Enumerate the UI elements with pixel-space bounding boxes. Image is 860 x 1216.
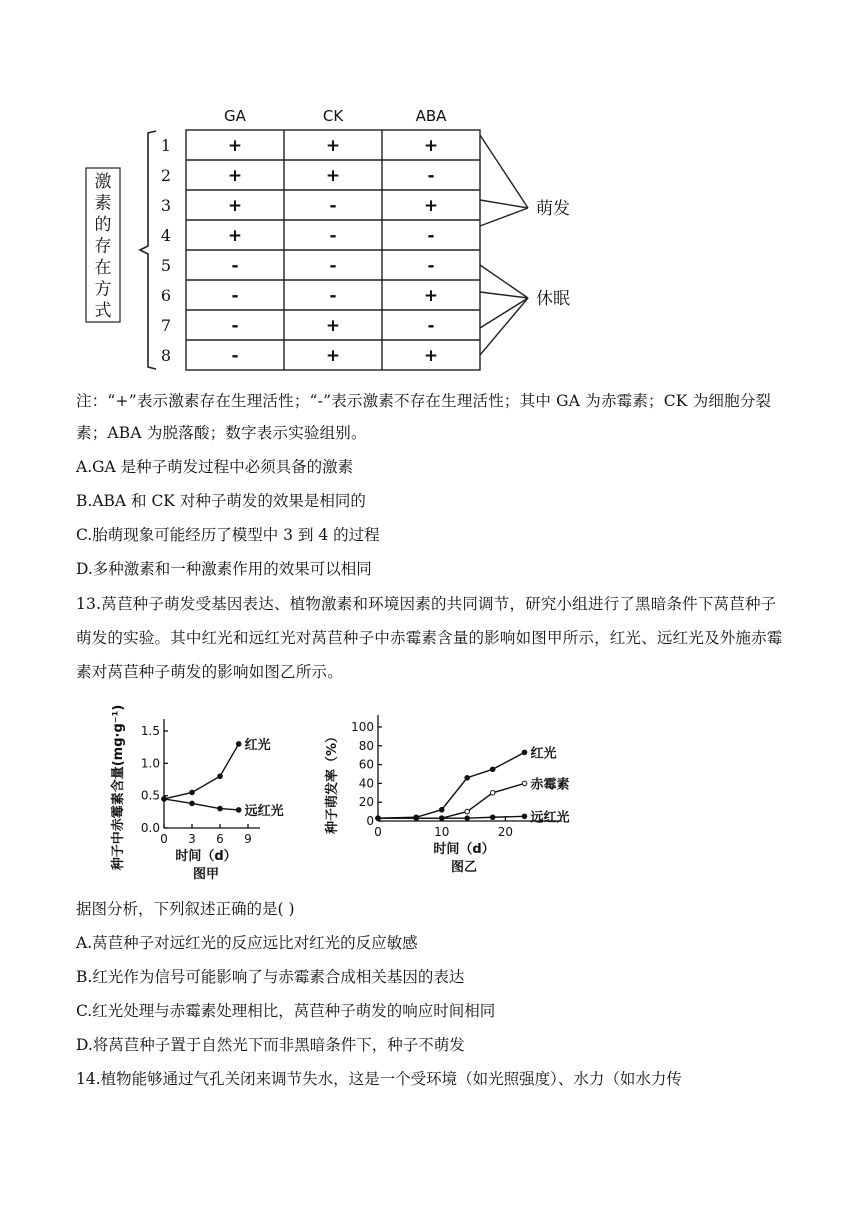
cell-value: - <box>231 316 239 336</box>
hormone-table-text <box>95 107 571 366</box>
series-line <box>378 783 525 818</box>
cell-value: + <box>325 136 341 156</box>
outcome-dormant: 休眠 <box>536 289 570 309</box>
cell-value: + <box>423 136 439 156</box>
series-line <box>164 744 239 799</box>
data-point <box>190 801 195 806</box>
cell-value: - <box>329 196 337 216</box>
cell-value: - <box>329 226 337 246</box>
q13-option-d: D.将莴苣种子置于自然光下而非黑暗条件下，种子不萌发 <box>76 1036 465 1054</box>
q13-option-c: C.红光处理与赤霉素处理相比，莴苣种子萌发的响应时间相同 <box>76 1002 496 1020</box>
chart-caption: 图甲 <box>192 867 220 882</box>
data-point <box>414 816 419 821</box>
hormone-model-figure <box>0 0 860 400</box>
data-point <box>522 814 527 819</box>
cell-value: - <box>231 346 239 366</box>
y-tick-label: 1.5 <box>140 724 160 738</box>
column-header: ABA <box>415 107 447 125</box>
germinate-connector <box>480 135 528 208</box>
side-brace <box>140 131 156 369</box>
row-number: 8 <box>160 346 172 365</box>
row-number: 1 <box>160 136 172 155</box>
series-line <box>164 799 239 810</box>
q13-question: 据图分析，下列叙述正确的是( ) <box>76 900 295 918</box>
x-tick-label: 9 <box>244 832 252 846</box>
q13-option-a: A.莴苣种子对远红光的反应远比对红光的反应敏感 <box>76 934 418 952</box>
series-label: 赤霉素 <box>530 777 570 793</box>
x-tick-label: 20 <box>497 825 514 839</box>
series-label: 远红光 <box>244 803 284 819</box>
side-label-char: 式 <box>94 301 112 321</box>
side-label-char: 素 <box>94 193 112 214</box>
cell-value: - <box>329 256 337 276</box>
cell-value: - <box>231 256 239 276</box>
data-point <box>162 797 167 802</box>
y-tick-label: 60 <box>358 757 374 772</box>
q12-note: 注：“+”表示激素存在生理活性；“-”表示激素不存在生理活性；其中 GA 为赤霉素；CK 为细胞分裂素；ABA 为脱落酸；数字表示实验组别。 <box>76 392 772 442</box>
chart-jia <box>110 705 284 882</box>
chart-yi <box>324 715 570 875</box>
y-tick-label: 80 <box>358 738 374 753</box>
q12-option-c: C.胎萌现象可能经历了模型中 3 到 4 的过程 <box>76 526 380 544</box>
cell-value: + <box>423 196 439 216</box>
data-point <box>465 775 470 780</box>
cell-value: + <box>423 286 439 306</box>
side-label-char: 在 <box>94 258 112 278</box>
cell-value: + <box>423 346 439 366</box>
column-header: CK <box>322 107 344 125</box>
q12-option-b: B.ABA 和 CK 对种子萌发的效果是相同的 <box>76 492 366 510</box>
dormant-connector <box>480 298 528 355</box>
row-number: 5 <box>160 256 172 275</box>
row-number: 2 <box>160 166 172 185</box>
series-line <box>378 752 525 818</box>
cell-value: - <box>427 226 435 246</box>
x-tick-label: 3 <box>188 832 196 846</box>
data-point <box>522 781 527 786</box>
data-point <box>439 816 444 821</box>
data-point <box>218 806 223 811</box>
data-point <box>465 816 470 821</box>
cell-value: - <box>231 286 239 306</box>
x-tick-label: 0 <box>160 832 168 846</box>
q13-charts <box>100 700 620 890</box>
x-tick-label: 6 <box>216 832 224 846</box>
data-point <box>490 767 495 772</box>
side-label-char: 方 <box>94 279 112 300</box>
y-tick-label: 1.0 <box>140 756 160 771</box>
y-tick-label: 40 <box>358 776 374 791</box>
y-tick-label: 0 <box>366 814 374 828</box>
cell-value: - <box>427 256 435 276</box>
cell-value: + <box>325 346 341 366</box>
data-point <box>236 742 241 747</box>
side-label-char: 激 <box>94 172 112 192</box>
x-tick-label: 10 <box>434 825 450 839</box>
q12-option-d: D.多种激素和一种激素作用的效果可以相同 <box>76 560 372 578</box>
series-label: 红光 <box>244 737 271 753</box>
cell-value: - <box>427 316 435 336</box>
outcome-germinate: 萌发 <box>536 199 570 219</box>
cell-value: - <box>329 286 337 306</box>
cell-value: + <box>227 196 243 216</box>
chart-caption: 图乙 <box>450 860 478 875</box>
x-axis-label: 时间（d） <box>175 849 237 864</box>
x-tick-label: 0 <box>374 825 382 839</box>
y-tick-label: 100 <box>351 720 374 734</box>
row-number: 4 <box>160 226 172 245</box>
data-point <box>218 774 223 779</box>
cell-value: + <box>227 166 243 186</box>
series-label: 远红光 <box>530 810 570 826</box>
dormant-connector <box>480 298 528 328</box>
data-point <box>490 815 495 820</box>
data-point <box>190 790 195 795</box>
x-axis-label: 时间（d） <box>433 842 495 857</box>
q12-option-a: A.GA 是种子萌发过程中必须具备的激素 <box>76 458 354 476</box>
data-point <box>522 750 527 755</box>
data-point <box>236 808 241 813</box>
y-tick-label: 20 <box>358 795 374 810</box>
q13-option-b: B.红光作为信号可能影响了与赤霉素合成相关基因的表达 <box>76 968 465 986</box>
cell-value: + <box>227 136 243 156</box>
column-header: GA <box>224 107 246 125</box>
cell-value: + <box>325 316 341 336</box>
y-tick-label: 0.0 <box>140 821 160 835</box>
q13-stem: 13.莴苣种子萌发受基因表达、植物激素和环境因素的共同调节，研究小组进行了黑暗条件下莴苣种子萌发的实验。其中红光和远红光对莴苣种子中赤霉素含量的影响如图甲所示，红光、远红光及外施赤霉素对莴苣种子萌发的影响如图乙所示。 <box>76 595 783 681</box>
y-tick-label: 0.5 <box>140 788 160 803</box>
hormone-table-grid <box>86 130 528 370</box>
row-number: 3 <box>160 196 172 215</box>
q14-stem: 14.植物能够通过气孔关闭来调节失水，这是一个受环境（如光照强度）、水力（如水力传 <box>76 1070 682 1088</box>
cell-value: - <box>427 166 435 186</box>
germinate-connector <box>480 200 528 208</box>
cell-value: + <box>227 226 243 246</box>
y-axis-label: 种子中赤霉素含量(mg·g⁻¹) <box>111 704 126 871</box>
cell-value: + <box>325 166 341 186</box>
data-point <box>439 807 444 812</box>
side-label-char: 的 <box>94 215 112 235</box>
row-number: 7 <box>160 316 172 335</box>
data-point <box>376 816 381 821</box>
data-point <box>490 791 495 796</box>
side-label-char: 存 <box>94 236 112 257</box>
y-axis-label: 种子萌发率（%） <box>325 729 340 835</box>
data-point <box>465 809 470 814</box>
series-label: 红光 <box>530 746 557 762</box>
row-number: 6 <box>160 286 172 305</box>
germinate-connector <box>480 208 528 226</box>
